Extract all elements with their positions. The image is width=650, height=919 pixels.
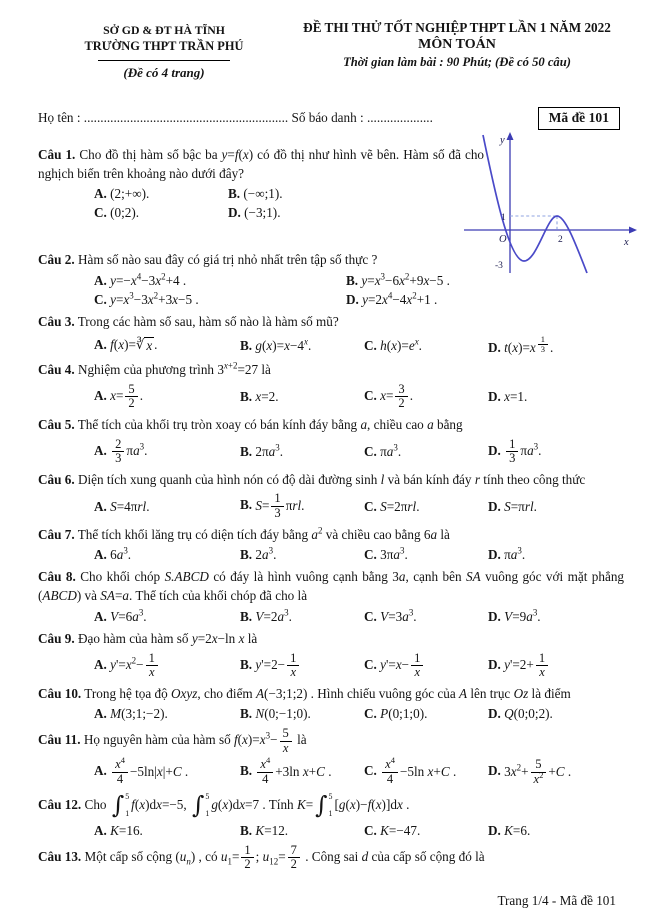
answer-option: [488, 706, 624, 722]
question-text: [38, 630, 624, 649]
option-value: Q(0;0;2).: [504, 706, 553, 722]
option-key: D.: [488, 442, 501, 458]
question-text: [38, 146, 484, 183]
answer-option: [240, 444, 364, 460]
candidate-fields: [38, 107, 538, 126]
question-text: [38, 416, 624, 435]
option-key: B.: [240, 497, 253, 513]
answer-option: [94, 755, 240, 786]
option-value: y'=2− $\frac{1}{x}$: [255, 657, 301, 672]
answer-option: [240, 547, 364, 563]
option-value: $h(x)=e^x$.: [380, 336, 422, 353]
option-value: x= $\frac{5}{2}$ .: [110, 381, 143, 411]
answer-option: [488, 652, 624, 680]
question: [38, 568, 624, 624]
answer-option: [240, 823, 364, 839]
option-value: $g(x)=x-4^x$.: [255, 336, 312, 353]
tick-y-minus3: -3: [495, 261, 503, 271]
option-key: B.: [346, 273, 359, 289]
option-value: $y=-x^4-3x^2+4$ .: [110, 271, 187, 289]
option-key: C.: [364, 608, 377, 624]
figure-graph: [460, 130, 644, 280]
option-key: A.: [94, 387, 107, 403]
option-value: f(x)= ∛ x .: [110, 337, 158, 354]
answer-option: [488, 758, 624, 786]
option-value: $3\pi a^3$.: [380, 545, 408, 563]
option-value: y'=2+ $\frac{1}{x}$: [504, 657, 550, 672]
option-value: $y'=x^2-$ $\frac{1}{x}$: [110, 657, 160, 672]
option-key: B.: [240, 388, 253, 404]
option-key: C.: [364, 763, 377, 779]
x-axis-arrow-icon: [629, 227, 637, 234]
exam-code-box: Mã đề 101: [538, 107, 620, 130]
option-key: A.: [94, 442, 107, 458]
question: [38, 630, 624, 680]
tick-y-1: 1: [501, 213, 506, 223]
answer-option: [364, 609, 488, 625]
option-key: A.: [94, 498, 107, 514]
option-key: D.: [488, 388, 501, 404]
question-number: Câu 1.: [38, 147, 76, 162]
answer-option: [488, 609, 624, 625]
time-note: Thời gian làm bài : 90 Phút; (Đề có 50 câu): [343, 55, 571, 69]
option-value: $\frac{x^4}{4}$ +3ln x+C .: [255, 764, 331, 779]
option-key: B.: [240, 656, 253, 672]
answer-option: [94, 186, 228, 202]
question-number: Câu 5.: [38, 416, 75, 432]
name-field-label: Họ tên : ..............................................................: [38, 110, 289, 125]
answer-option: [94, 205, 228, 221]
answer-option: [94, 273, 346, 289]
option-value: $\frac{1}{3}$ $\pi a^3$.: [504, 443, 541, 458]
option-key: A.: [94, 706, 107, 722]
question: [38, 727, 624, 786]
option-value: t(x)=x $^{\frac{1}{3}}$ .: [504, 333, 554, 356]
option-value: $\pi a^3$.: [504, 545, 526, 563]
option-key: C.: [364, 443, 377, 459]
option-key: A.: [94, 273, 107, 289]
option-key: D.: [488, 656, 501, 672]
answer-option: [346, 292, 624, 308]
header-right: [290, 20, 624, 81]
option-value: S=πrl.: [504, 498, 537, 514]
option-key: A.: [94, 547, 107, 563]
question-options: [94, 706, 624, 722]
option-key: A.: [94, 822, 107, 838]
option-value: S=2πrl.: [380, 498, 420, 514]
question-number: Câu 12.: [38, 796, 82, 812]
question-number: Câu 6.: [38, 471, 75, 487]
question: [38, 844, 624, 872]
question-body: Đạo hàm của hàm số y=2x−ln x là: [77, 630, 258, 646]
question-number: Câu 4.: [38, 362, 75, 378]
question-text: [38, 844, 624, 872]
answer-option: [240, 389, 364, 405]
option-key: C.: [364, 498, 377, 514]
question-options: [94, 823, 624, 839]
option-key: B.: [240, 547, 253, 563]
option-key: A.: [94, 763, 107, 779]
question-options: [94, 335, 624, 356]
answer-option: [364, 755, 488, 786]
option-key: B.: [240, 822, 253, 838]
question-body: Cho ∫ 5 1 f(x)dx=−5, ∫ 5 1 g(x)dx=7 . Tính K= ∫ 5 1 [g(x)−f(x)]dx .: [84, 790, 410, 819]
header: [38, 20, 624, 81]
question-body: Cho khối chóp S.ABCD có đáy là hình vuông cạnh bằng 3a, cạnh bên SA vuông góc với mặt phẳng (ABCD) và SA=a. Thể tích của khối chóp đã cho là: [38, 569, 625, 604]
sbd-field-label: Số báo danh : ....................: [291, 110, 433, 125]
option-key: A.: [94, 186, 107, 202]
answer-option: [240, 706, 364, 722]
answer-option: [488, 499, 624, 515]
option-value: $V=2a^3$.: [255, 607, 292, 624]
answer-option: [488, 547, 624, 563]
question: [38, 313, 624, 356]
question-body: Một cấp số cộng $(u_n)$ , có $u_1=$ $\frac{1}{2}$ ; $u_{12}=$ $\frac{7}{2}$ . Công sai d của cấp số cộng đó là: [84, 842, 485, 872]
header-left: [38, 20, 290, 81]
tick-x-2: 2: [558, 235, 563, 245]
option-value: $2\pi a^3$.: [255, 442, 284, 459]
answer-option: [94, 823, 240, 839]
option-key: C.: [364, 547, 377, 563]
answer-option: [94, 652, 240, 680]
option-key: C.: [364, 706, 377, 722]
option-value: $\frac{x^4}{4}$ −5ln|x|+C .: [110, 764, 188, 779]
answer-option: [240, 755, 364, 786]
answer-option: [364, 652, 488, 680]
option-key: C.: [364, 337, 377, 353]
option-key: A.: [94, 608, 107, 624]
answer-option: [228, 205, 424, 221]
question-options: [94, 652, 624, 680]
question-body: Thể tích của khối trụ tròn xoay có bán kính đáy bằng a, chiều cao a bằng: [77, 416, 463, 432]
option-key: A.: [94, 337, 107, 353]
answer-option: [240, 338, 364, 354]
option-key: C.: [364, 822, 377, 838]
question-number: Câu 7.: [38, 526, 75, 542]
option-key: B.: [228, 186, 241, 202]
option-key: B.: [240, 443, 253, 459]
option-key: D.: [488, 822, 501, 838]
option-key: C.: [94, 292, 107, 308]
question-body: Nghiệm của phương trình $3^{x+2}=27$ là: [77, 360, 271, 378]
question-body: Cho đồ thị hàm số bậc ba y=f(x) có đồ thị như hình vẽ bên. Hàm số đã cho nghịch biến trên khoảng nào dưới đây?: [38, 147, 485, 181]
question-options: [94, 186, 424, 221]
answer-option: [228, 186, 424, 202]
option-key: B.: [240, 337, 253, 353]
question-text: [38, 313, 624, 332]
header-divider: [98, 60, 230, 61]
option-value: K=−47.: [380, 822, 421, 838]
option-value: y'=x− $\frac{1}{x}$: [380, 657, 425, 672]
option-value: $3x^2+$ $\frac{5}{x^2}$ +C .: [504, 757, 572, 786]
question: [38, 685, 624, 723]
option-value: x=2.: [255, 388, 279, 404]
question-text: [38, 471, 624, 490]
question-number: Câu 2.: [38, 252, 75, 268]
option-value: $y=2x^4-4x^2+1$ .: [362, 290, 438, 308]
option-key: C.: [364, 656, 377, 672]
answer-option: [364, 338, 488, 354]
option-value: $\frac{x^4}{4}$ −5ln x+C .: [380, 764, 456, 779]
question-options: [94, 755, 624, 786]
option-value: x=1.: [504, 388, 528, 404]
cubic-curve: [483, 135, 587, 273]
question-body: Hàm số nào sau đây có giá trị nhỏ nhất trên tập số thực ?: [77, 252, 378, 268]
option-key: B.: [240, 608, 253, 624]
option-key: D.: [488, 763, 501, 779]
question-text: [38, 568, 624, 605]
question: [38, 792, 624, 839]
option-value: $6a^3$.: [110, 545, 132, 563]
answer-option: [94, 547, 240, 563]
option-value: S=4πrl.: [110, 498, 150, 514]
question: [38, 416, 624, 466]
question-number: Câu 9.: [38, 630, 75, 646]
question-number: Câu 13.: [38, 848, 82, 864]
option-key: C.: [364, 387, 377, 403]
answer-option: [488, 389, 624, 405]
option-value: $V=9a^3$.: [504, 607, 541, 624]
question-text: [38, 685, 624, 704]
question-text: [38, 526, 624, 545]
answer-option: [94, 438, 240, 466]
question-number: Câu 8.: [38, 569, 76, 585]
answer-option: [364, 444, 488, 460]
option-value: K=6.: [504, 822, 531, 838]
answer-option: [364, 499, 488, 515]
x-axis-label: x: [624, 237, 629, 248]
answer-option: [94, 292, 346, 308]
subject-title: MÔN TOÁN: [418, 37, 496, 52]
school-name: TRƯỜNG THPT TRẦN PHÚ: [84, 39, 244, 53]
option-key: D.: [488, 340, 501, 356]
answer-option: [94, 337, 240, 354]
option-value: $y=x^3-3x^2+3x-5$ .: [110, 290, 199, 308]
option-value: $2a^3$.: [255, 545, 277, 563]
option-value: (2;+∞).: [110, 186, 150, 202]
option-value: (−∞;1).: [243, 186, 283, 202]
answer-option: [488, 335, 624, 356]
option-key: D.: [228, 205, 241, 221]
option-value: (0;2).: [110, 205, 140, 221]
option-key: A.: [94, 656, 107, 672]
option-key: C.: [94, 205, 107, 221]
option-key: D.: [488, 547, 501, 563]
question-body: Thể tích khối lăng trụ có diện tích đáy bằng $a^2$ và chiều cao bằng 6a là: [77, 525, 450, 542]
pages-note: (Đề có 4 trang): [123, 65, 205, 80]
question-options: [94, 609, 624, 625]
option-value: $V=6a^3$.: [110, 607, 147, 624]
question-body: Họ nguyên hàm của hàm số $f(x)=x^3-$ $\frac{5}{x}$ là: [83, 726, 307, 755]
option-value: K=12.: [255, 822, 289, 838]
option-value: (−3;1).: [244, 205, 281, 221]
question-text: [38, 361, 624, 380]
origin-label: O: [499, 234, 507, 245]
option-key: B.: [240, 706, 253, 722]
y-axis-label: y: [500, 135, 505, 146]
answer-option: [94, 706, 240, 722]
candidate-row: [38, 107, 624, 130]
answer-option: [364, 823, 488, 839]
option-value: M(3;1;−2).: [110, 706, 168, 722]
option-key: D.: [346, 292, 359, 308]
question-number: Câu 11.: [38, 732, 81, 748]
question-text: [38, 792, 624, 820]
option-value: x= $\frac{3}{2}$ .: [380, 381, 413, 411]
answer-option: [240, 492, 364, 520]
question-number: Câu 10.: [38, 685, 82, 701]
option-key: D.: [488, 706, 501, 722]
question: [38, 471, 624, 521]
question-options: [94, 383, 624, 411]
question-body: Trong các hàm số sau, hàm số nào là hàm số mũ?: [77, 314, 339, 330]
question-body: Diện tích xung quanh của hình nón có độ dài đường sinh l và bán kính đáy r tính theo công thức: [77, 471, 586, 487]
school-office: SỞ GD & ĐT HÀ TĨNH: [103, 23, 225, 37]
option-value: $y=x^3-6x^2+9x-5$ .: [361, 271, 450, 289]
option-value: P(0;1;0).: [380, 706, 428, 722]
question-text: [38, 727, 624, 755]
question: [38, 361, 624, 411]
answer-option: [94, 383, 240, 411]
option-value: N(0;−1;0).: [255, 706, 311, 722]
exam-title: ĐỀ THI THỬ TỐT NGHIỆP THPT LẦN 1 NĂM 2022: [303, 20, 611, 35]
option-value: $V=3a^3$.: [380, 607, 417, 624]
answer-option: [364, 383, 488, 411]
question-number: Câu 3.: [38, 314, 75, 330]
question-options: [94, 492, 624, 520]
question-options: [94, 438, 624, 466]
answer-option: [240, 652, 364, 680]
answer-option: [488, 823, 624, 839]
y-axis-arrow-icon: [507, 132, 514, 140]
option-value: $\pi a^3$.: [380, 442, 402, 459]
option-value: $\frac{2}{3}$ $\pi a^3$.: [110, 443, 147, 458]
option-key: B.: [240, 763, 253, 779]
question-options: [94, 547, 624, 563]
answer-option: [94, 609, 240, 625]
answer-option: [488, 438, 624, 466]
option-value: S= $\frac{1}{3}$ πrl.: [255, 491, 305, 521]
question-body: Trong hệ tọa độ Oxyz, cho điểm A(−3;1;2) . Hình chiếu vuông góc của A lên trục Oz là điểm: [84, 685, 571, 701]
answer-option: [94, 499, 240, 515]
answer-option: [364, 547, 488, 563]
question: [38, 526, 624, 564]
footer-page-info: Trang 1/4 - Mã đề 101: [497, 893, 616, 908]
option-key: D.: [488, 608, 501, 624]
option-key: D.: [488, 498, 501, 514]
answer-option: [240, 609, 364, 625]
answer-option: [364, 706, 488, 722]
option-value: K=16.: [110, 822, 143, 838]
